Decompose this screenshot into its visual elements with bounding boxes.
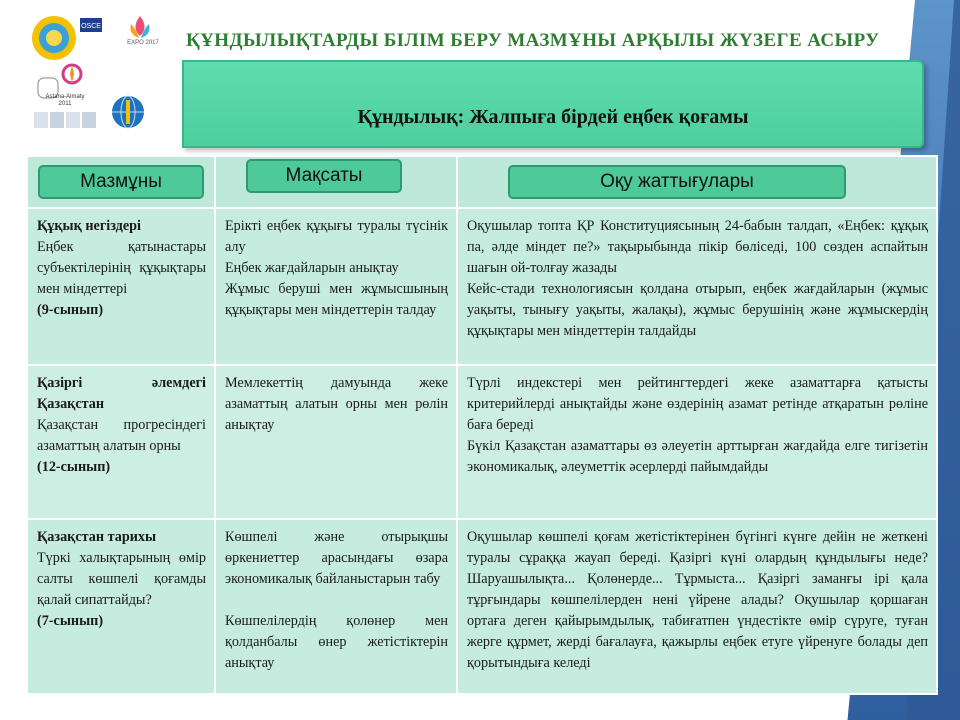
content-cell — [27, 208, 215, 365]
content-grade: (9-сынып) — [37, 302, 104, 318]
goal-cell — [215, 519, 457, 694]
goal-line: Еңбек жағдайларын анықтау — [225, 260, 399, 276]
exercise-line: Түрлі индекстері мен рейтингтердегі жеке азаматтарға қатысты критерийлерді анықтайды және өздерінің азамат ретінде атқаратын рөліне баға береді — [467, 375, 928, 433]
goal-spacer — [225, 590, 448, 611]
expo-logo-caption: EXPO 2017 — [127, 40, 159, 46]
svg-text:OSCE: OSCE — [81, 23, 101, 30]
exercises-cell — [457, 208, 937, 365]
exercise-line: Кейс-стади технологиясын қолдана отырып, еңбек жағдайларын (жұмыс уақыты, тынығу уақыты, жалақы), жұмыс берушінің және жұмыскердің құқықтары мен міндеттерін талдайды — [467, 281, 928, 339]
content-text: Түркі халықтарының өмір салты көшпелі қоғамды қалай сипаттайды? — [37, 550, 206, 608]
kazakhstan-emblem-logo — [30, 14, 78, 62]
value-banner-title: Құндылық: Жалпыға бірдей еңбек қоғамы — [357, 106, 749, 128]
asian-games-caption: Astana-Almaty 2011 — [45, 94, 85, 107]
content-title: Қазақстан тарихы — [37, 529, 157, 545]
content-header-label: Мазмұны — [38, 165, 204, 199]
header-content-cell — [27, 156, 215, 208]
content-cell — [27, 365, 215, 519]
content-grade: (12-сынып) — [37, 459, 111, 475]
exercise-line: Оқушылар топта ҚР Конституциясының 24-бабын талдап, «Еңбек: құқық па, әлде міндет пе?» тақырыбында пікір бөліседі, 100 сөзден аспайтын шағын ой-толғау жазады — [467, 218, 928, 276]
goal-line: Мемлекеттің дамуында жеке азаматтың алатын орны мен рөлін анықтау — [225, 375, 448, 433]
value-banner — [182, 60, 924, 148]
table-row — [27, 365, 937, 519]
goal-cell — [215, 208, 457, 365]
goal-line: Жұмыс беруші мен жұмысшының құқықтары мен міндеттерін талдау — [225, 281, 448, 318]
expo-2017-logo — [125, 14, 155, 56]
content-title: Құқық негіздері — [37, 218, 141, 234]
content-grade: (7-сынып) — [37, 613, 104, 629]
goal-line: Көшпелі және отырықшы өркениеттер арасындағы өзара экономикалық байланыстарын табу — [225, 529, 448, 587]
goal-line: Көшпелілердің қолөнер мен қолданбалы өнер жетістіктерін анықтау — [225, 613, 448, 671]
globe-emblem-logo — [110, 94, 146, 132]
exercises-header-label: Оқу жаттығулары — [508, 165, 846, 199]
curriculum-table — [26, 155, 938, 695]
osce-logo — [80, 18, 102, 32]
goal-line: Ерікті еңбек құқығы туралы түсінік алу — [225, 218, 448, 255]
header-goal-cell — [215, 156, 457, 208]
content-cell — [27, 519, 215, 694]
goal-header-label: Мақсаты — [246, 159, 402, 193]
exercises-cell — [457, 519, 937, 694]
page-title: ҚҰНДЫЛЫҚТАРДЫ БІЛІМ БЕРУ МАЗМҰНЫ АРҚЫЛЫ ЖҮЗЕГЕ АСЫРУ — [186, 30, 880, 51]
table-row — [27, 519, 937, 694]
header-exercises-cell — [457, 156, 937, 208]
exercise-line: Оқушылар көшпелі қоғам жетістіктерінен бүгінгі күнге дейін не жеткені туралы сұраққа жауап береді. Қазіргі күні олардың құндылығы неде? Шаруашылықта... Қолөнерде... Тұрмыста... Қазіргі заманғы ірі қала тұрғындары көшпелілерден нені үйрене алады? Оқушылар қоршаған ортаға деген қайырымдылық, табиғатпен үндестікте өмір сүруге, туған жерге құрмет, жерді бағалауға, қажырлы еңбек етуге үйренуге болады деп қорытындыға келеді — [467, 529, 928, 671]
content-title: Қазіргі әлемдегі Қазақстан — [37, 375, 206, 412]
goal-cell — [215, 365, 457, 519]
exercises-cell — [457, 365, 937, 519]
exercise-line: Бүкіл Қазақстан азаматтары өз әлеуетін арттырған жағдайда елге тигізетін экономикалық, әлеуметтік әсерлерді пайымдайды — [467, 438, 928, 475]
content-text: Қазақстан прогресіндегі азаматтың алатын орны — [37, 417, 206, 454]
content-text: Еңбек қатынастары субъектілерінің құқықтары мен міндеттері — [37, 239, 206, 297]
table-row — [27, 208, 937, 365]
